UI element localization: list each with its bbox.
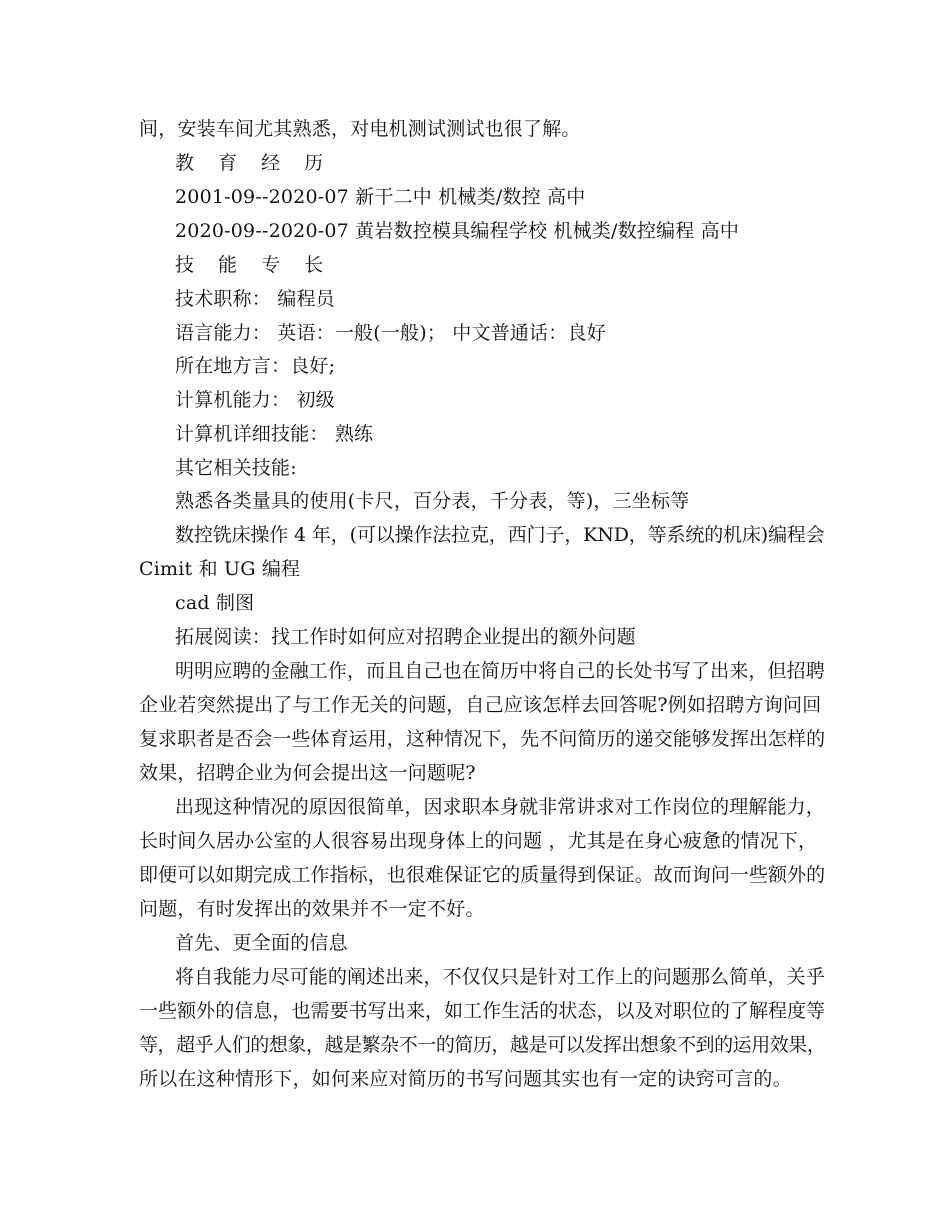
paragraph-line: 等，超乎人们的想象，越是繁杂不一的简历，越是可以发挥出想象不到的运用效果， — [139, 1034, 826, 1056]
education-entry: 2001-09--2020-07 新干二中 机械类/数控 高中 — [175, 186, 586, 208]
paragraph-line: 问题，有时发挥出的效果并不一定不好。 — [139, 898, 485, 920]
skill-line: 计算机详细技能： 熟练 — [175, 423, 374, 445]
skill-line: 熟悉各类量具的使用(卡尺，百分表，千分表，等)，三坐标等 — [175, 490, 690, 512]
paragraph-line: 出现这种情况的原因很简单，因求职本身就非常讲求对工作岗位的理解能力， — [175, 796, 825, 818]
section-heading-education: 教 育 经 历 — [175, 152, 333, 174]
skill-line: 技术职称： 编程员 — [175, 288, 335, 310]
skill-line: 计算机能力： 初级 — [175, 389, 335, 411]
education-entry: 2020-09--2020-07 黄岩数控模具编程学校 机械类/数控编程 高中 — [175, 220, 740, 242]
subheading: 首先、更全面的信息 — [175, 932, 348, 954]
paragraph-line: 企业若突然提出了与工作无关的问题，自己应该怎样去回答呢?例如招聘方询问回 — [139, 694, 822, 716]
paragraph-line: 将自我能力尽可能的阐述出来，不仅仅只是针对工作上的问题那么简单，关乎 — [175, 966, 825, 988]
skill-line: 所在地方言：良好; — [175, 355, 336, 377]
paragraph-line: 长时间久居办公室的人很容易出现身体上的问题 ，尤其是在身心疲惫的情况下， — [139, 830, 818, 852]
skill-line: Cimit 和 UG 编程 — [139, 558, 301, 580]
paragraph-line: 即便可以如期完成工作指标，也很难保证它的质量得到保证。故而询问一些额外的 — [139, 864, 826, 886]
paragraph-line: 明明应聘的金融工作，而且自己也在简历中将自己的长处书写了出来，但招聘 — [175, 660, 825, 682]
text-line: 间，安装车间尤其熟悉，对电机测试测试也很了解。 — [139, 118, 581, 140]
skill-line: 其它相关技能: — [175, 457, 297, 479]
paragraph-line: 一些额外的信息，也需要书写出来，如工作生活的状态，以及对职位的了解程度等 — [139, 1000, 826, 1022]
section-heading-skills: 技 能 专 长 — [175, 254, 333, 276]
paragraph-line: 所以在这种情形下，如何来应对简历的书写问题其实也有一定的诀窍可言的。 — [139, 1068, 792, 1090]
skill-line: cad 制图 — [175, 592, 255, 614]
extended-reading-title: 拓展阅读：找工作时如何应对招聘企业提出的额外问题 — [175, 626, 636, 648]
skill-line: 数控铣床操作 4 年，(可以操作法拉克，西门子，KND，等系统的机床)编程会 — [175, 524, 825, 546]
paragraph-line: 复求职者是否会一些体育运用，这种情况下，先不问简历的递交能够发挥出怎样的 — [139, 728, 826, 750]
skill-line: 语言能力： 英语：一般(一般)； 中文普通话：良好 — [175, 322, 606, 344]
paragraph-line: 效果，招聘企业为何会提出这一问题呢? — [139, 762, 476, 784]
